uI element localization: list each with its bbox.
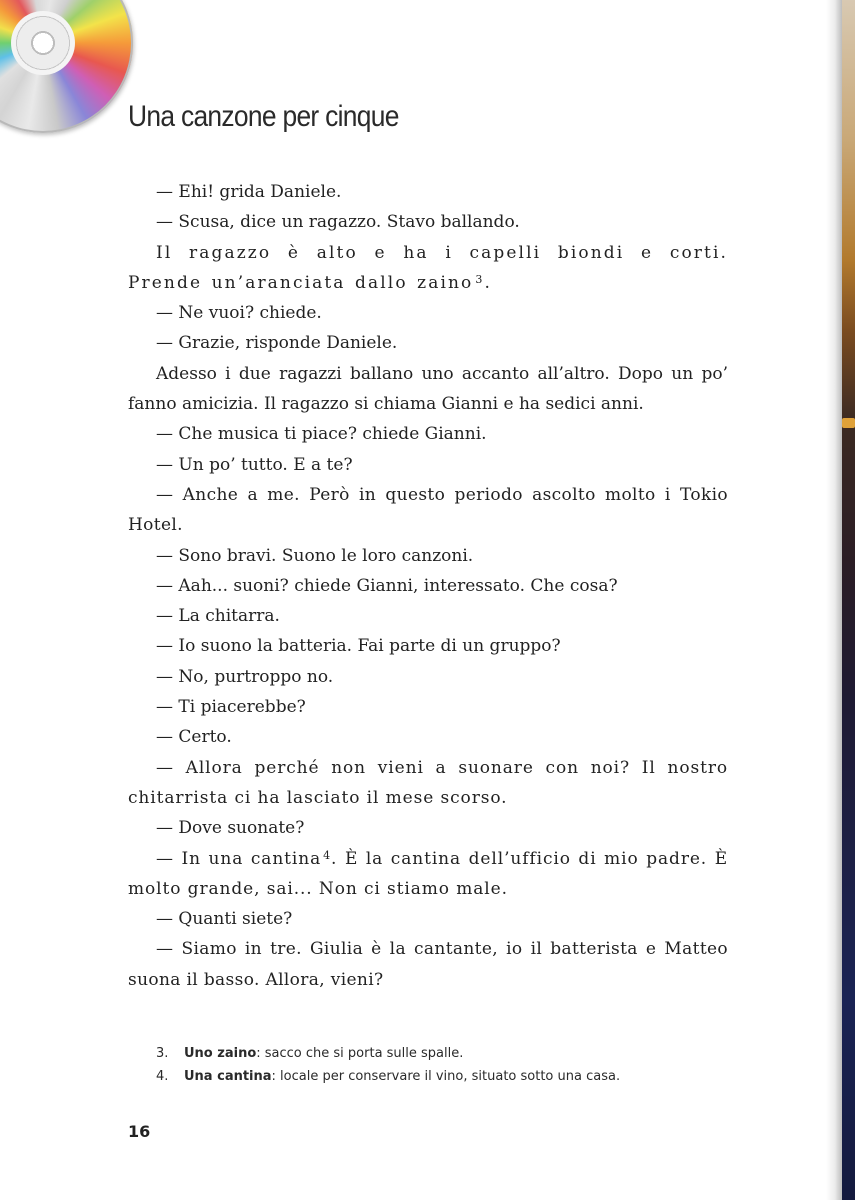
paragraph: — Aah... suoni? chiede Gianni, interessato. Che cosa? bbox=[156, 575, 618, 596]
paragraph: — Ti piacerebbe? bbox=[156, 697, 306, 718]
footnotes bbox=[156, 1042, 776, 1088]
paragraph: — Quanti siete? bbox=[156, 909, 293, 930]
footnote-term: Una cantina bbox=[184, 1069, 272, 1084]
footnote-number: 4. bbox=[156, 1069, 169, 1084]
paragraph: — Che musica ti piace? chiede Gianni. bbox=[156, 424, 487, 445]
paragraph: — La chitarra. bbox=[156, 606, 280, 627]
paragraph: — Anche a me. Però in questo periodo ascolto molto i Tokio Hotel. bbox=[128, 484, 728, 536]
paragraph: — Ehi! grida Daniele. bbox=[156, 182, 342, 202]
footnote bbox=[156, 1065, 776, 1088]
footnote-ref: 3 bbox=[475, 272, 485, 286]
paragraph: — Sono bravi. Suono le loro canzoni. bbox=[156, 545, 474, 566]
paragraph: — Grazie, risponde Daniele. bbox=[156, 333, 398, 354]
footnote-term: Uno zaino bbox=[184, 1046, 257, 1061]
paragraph: — Siamo in tre. Giulia è la cantante, io il batterista e Matteo suona il basso. Allora, vieni? bbox=[128, 939, 728, 990]
footnote-definition: : sacco che si porta sulle spalle. bbox=[256, 1046, 464, 1061]
paragraph: — No, purtroppo no. bbox=[156, 666, 334, 687]
paragraph: — Io suono la batteria. Fai parte di un gruppo? bbox=[156, 636, 561, 657]
body-text bbox=[128, 177, 728, 995]
paragraph: — Dove suonate? bbox=[156, 818, 305, 839]
cover-edge-strip bbox=[842, 0, 855, 1200]
cd-disc-icon bbox=[0, 0, 133, 133]
chapter-title: Una canzone per cinque bbox=[128, 100, 399, 133]
footnote-ref: 4 bbox=[323, 848, 332, 862]
footnote-number: 3. bbox=[156, 1046, 169, 1061]
paragraph: — Certo. bbox=[156, 727, 232, 748]
footnote bbox=[156, 1042, 776, 1065]
paragraph: — Allora perché non vieni a suonare con noi? Il nostro chitarrista ci ha lasciato il mese scorso. bbox=[128, 757, 728, 808]
cover-glint bbox=[842, 418, 855, 428]
paragraph: Il ragazzo è alto e ha i capelli biondi e corti. Prende un’aranciata dallo zaino $^3$. bbox=[128, 242, 728, 293]
footnote-definition: : locale per conservare il vino, situato sotto una casa. bbox=[271, 1069, 621, 1084]
paragraph: — Ne vuoi? chiede. bbox=[156, 303, 322, 324]
paragraph: — In una cantina $^4$. È la cantina dell’ufficio di mio padre. È molto grande, sai... Non ci stiamo male. bbox=[128, 848, 729, 899]
paragraph: — Scusa, dice un ragazzo. Stavo ballando. bbox=[156, 212, 520, 233]
page-number: 16 bbox=[128, 1122, 151, 1141]
paragraph: — Un po’ tutto. E a te? bbox=[156, 454, 353, 475]
page-edge-shadow bbox=[826, 0, 842, 1200]
paragraph: Adesso i due ragazzi ballano uno accanto all’altro. Dopo un po’ fanno amicizia. Il ragazzo si chiama Gianni e ha sedici anni. bbox=[128, 363, 728, 415]
